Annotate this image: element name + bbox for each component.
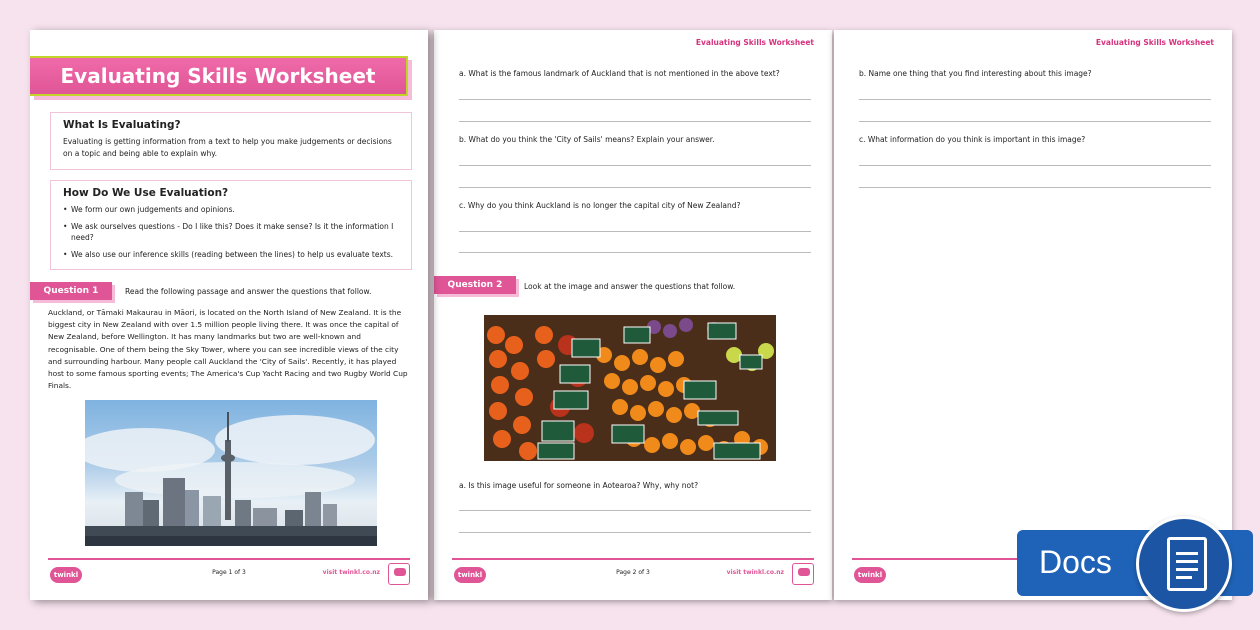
curriculum-badge-icon: [792, 563, 814, 585]
question-text: a. Is this image useful for someone in Aotearoa? Why, why not?: [459, 481, 699, 490]
docs-label: Docs: [1039, 544, 1112, 580]
worksheet-page-3: [834, 30, 1232, 600]
worksheet-page-1: [30, 30, 428, 600]
auckland-skyline-photo: [85, 400, 377, 546]
visit-link[interactable]: visit twinkl.co.nz: [322, 569, 380, 576]
question-text: b. What do you think the 'City of Sails' means? Explain your answer.: [459, 135, 715, 144]
page-number: Page 2 of 3: [616, 569, 650, 576]
bullet-item: • We form our own judgements and opinions.: [63, 204, 399, 215]
worksheet-page-2: [434, 30, 832, 600]
answer-line[interactable]: [459, 187, 811, 188]
worksheet-title: Evaluating Skills Worksheet: [60, 64, 376, 88]
card-heading: What Is Evaluating?: [63, 119, 181, 131]
answer-line[interactable]: [859, 187, 1211, 188]
document-icon-sheet: [1167, 537, 1207, 591]
fruit-market-photo: [484, 315, 776, 461]
question-1-instruction: Read the following passage and answer the questions that follow.: [125, 287, 372, 296]
answer-line[interactable]: [459, 165, 811, 166]
answer-line[interactable]: [459, 532, 811, 533]
page-number: Page 1 of 3: [212, 569, 246, 576]
question-text: c. Why do you think Auckland is no longer the capital city of New Zealand?: [459, 201, 741, 210]
answer-line[interactable]: [859, 121, 1211, 122]
footer-divider: [452, 558, 814, 560]
footer-divider: [48, 558, 410, 560]
worksheet-title-banner: [30, 56, 408, 96]
card-text: Evaluating is getting information from a text to help you make judgements or decisions on a topic and being able to explain why.: [63, 137, 392, 158]
answer-line[interactable]: [459, 252, 811, 253]
how-do-we-use-evaluation-card: [50, 180, 412, 270]
question-text: a. What is the famous landmark of Auckland that is not mentioned in the above text?: [459, 69, 780, 78]
bullet-item: • We also use our inference skills (reading between the lines) to help us evaluate texts.: [63, 249, 399, 260]
visit-link[interactable]: visit twinkl.co.nz: [726, 569, 784, 576]
question-1-tab: Question 1: [30, 282, 112, 300]
document-icon[interactable]: [1136, 516, 1232, 612]
running-title: Evaluating Skills Worksheet: [695, 38, 814, 47]
answer-line[interactable]: [859, 99, 1211, 100]
curriculum-badge-icon: [388, 563, 410, 585]
answer-line[interactable]: [459, 121, 811, 122]
question-text: c. What information do you think is important in this image?: [859, 135, 1086, 144]
card-heading: How Do We Use Evaluation?: [63, 187, 229, 199]
bullet-item: • We ask ourselves questions - Do I like this? Does it make sense? Is it the information I need?: [63, 221, 399, 243]
what-is-evaluating-card: [50, 112, 412, 170]
question-2-tab: Question 2: [434, 276, 516, 294]
answer-line[interactable]: [459, 510, 811, 511]
auckland-passage: Auckland, or Tāmaki Makaurau in Māori, is located on the North Island of New Zealand. It is the biggest city in New Zealand with over 1.5 million people living there. It was once the capital of New Zealand, before Wellington. It has many landmarks but two are well-known and recognisable. One of them being the Sky Tower, where you can see incredible views of the city and surrounding harbour. Many people call Auckland the 'City of Sails'. Recently, it has played host to some famous sporting events; The America's Cup Yacht Racing and two Rugby World Cup Finals.: [48, 308, 408, 391]
twinkl-logo: twinkl: [454, 567, 486, 583]
running-title: Evaluating Skills Worksheet: [1095, 38, 1214, 47]
question-2-instruction: Look at the image and answer the questions that follow.: [524, 282, 736, 291]
question-text: b. Name one thing that you find interesting about this image?: [859, 69, 1092, 78]
twinkl-logo: twinkl: [854, 567, 886, 583]
answer-line[interactable]: [459, 99, 811, 100]
answer-line[interactable]: [459, 231, 811, 232]
twinkl-logo: twinkl: [50, 567, 82, 583]
answer-line[interactable]: [859, 165, 1211, 166]
